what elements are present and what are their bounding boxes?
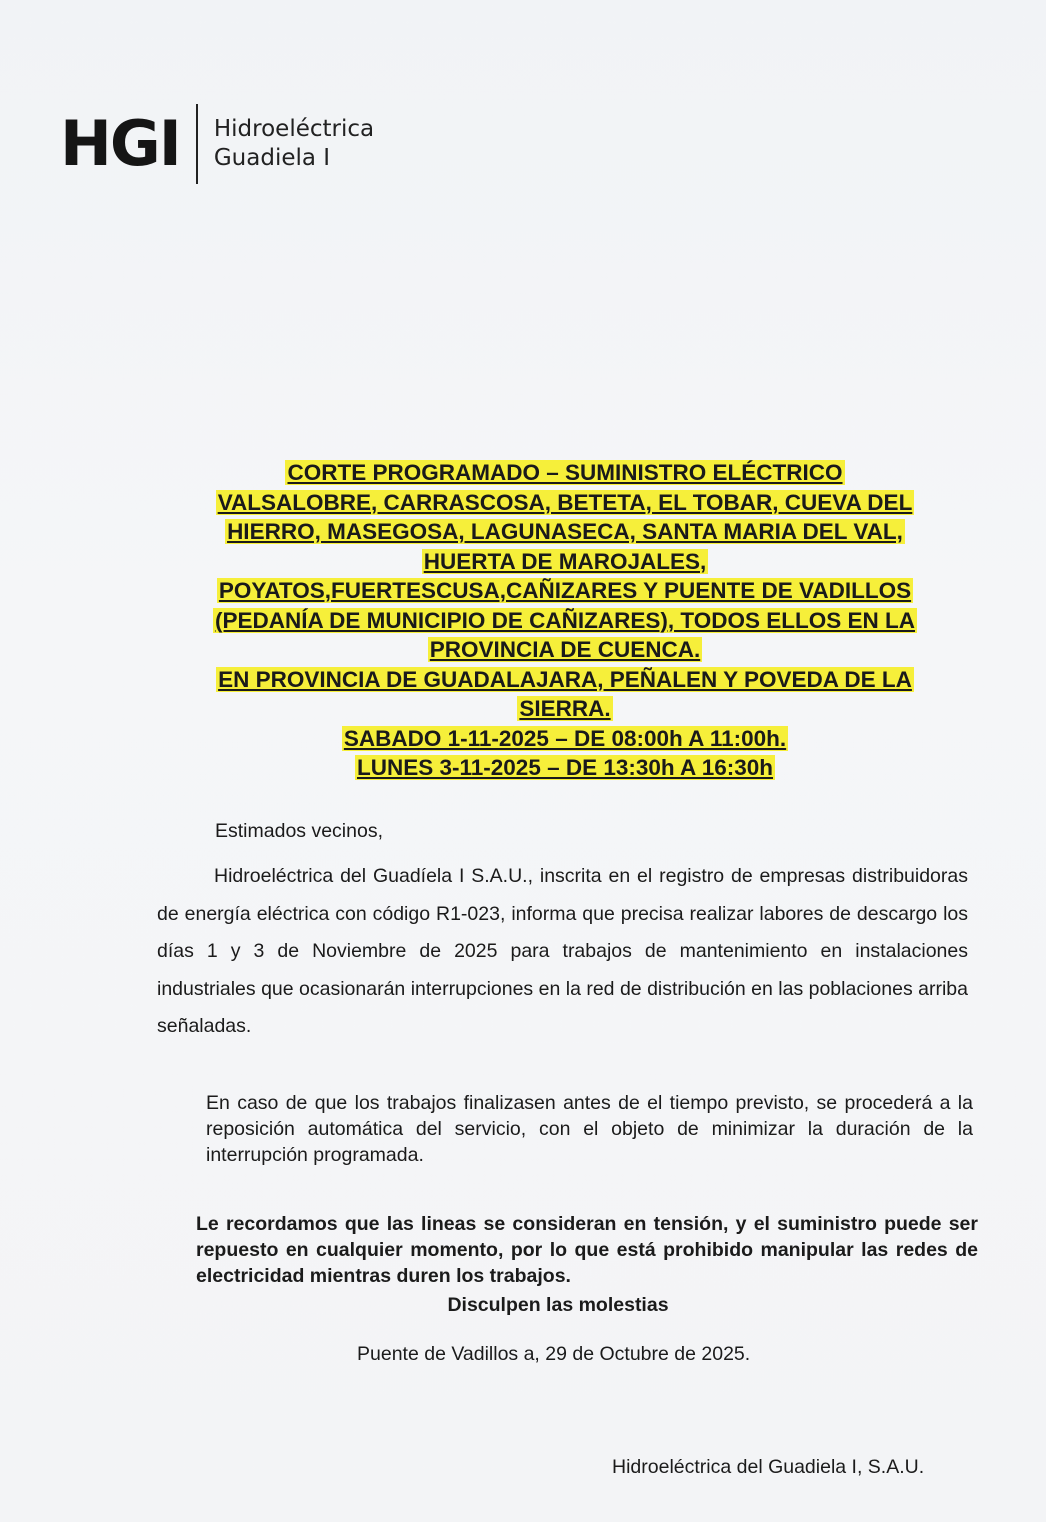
signature: Hidroeléctrica del Guadiela I, S.A.U. (612, 1456, 925, 1478)
company-logo (60, 104, 374, 184)
headline-line: EN PROVINCIA DE GUADALAJARA, PEÑALEN Y POVEDA DE LA (218, 666, 912, 692)
safety-warning: Le recordamos que las lineas se consideran en tensión, y el suministro puede ser repuesto en cualquier momento, por lo que está prohibido manipular las redes de electricidad mientras duren los trabajos. (196, 1213, 978, 1287)
greeting: Estimados vecinos, (215, 820, 383, 842)
outage-headline (150, 458, 980, 783)
headline-date-line: SABADO 1-11-2025 – DE 08:00h A 11:00h. (343, 725, 787, 751)
logo-name-line2: Guadiela I (213, 145, 331, 171)
restoration-paragraph: En caso de que los trabajos finalizasen antes de el tiempo previsto, se procederá a la reposición automática del servicio, con el objeto de minimizar la duración de la interrupción programada. (206, 1092, 973, 1166)
logo-company-name (214, 115, 374, 173)
headline-line: VALSALOBRE, CARRASCOSA, BETETA, EL TOBAR, CUEVA DEL (217, 489, 913, 515)
headline-date-line: LUNES 3-11-2025 – DE 13:30h A 16:30h (356, 755, 774, 780)
notice-paragraph: Hidroeléctrica del Guadíela I S.A.U., inscrita en el registro de empresas distribuidoras de energía eléctrica con código R1-023, informa que precisa realizar labores de descargo los días 1 y 3 de Noviembre de 2025 para trabajos de mantenimiento en instalaciones industriales que ocasionarán interrupciones en la red de distribución en las poblaciones arriba señaladas. (157, 865, 968, 1037)
place-date: Puente de Vadillos a, 29 de Octubre de 2025. (357, 1343, 751, 1365)
headline-line: POYATOS,FUERTESCUSA,CAÑIZARES Y PUENTE DE VADILLOS (218, 578, 912, 603)
logo-divider (196, 104, 198, 184)
headline-line: PROVINCIA DE CUENCA. (429, 637, 701, 662)
apology-line: Disculpen las molestias (447, 1294, 669, 1316)
headline-line: SIERRA. (519, 696, 611, 721)
headline-line: HUERTA DE MAROJALES, (423, 548, 707, 574)
headline-line: CORTE PROGRAMADO – SUMINISTRO ELÉCTRICO (287, 460, 843, 485)
headline-line: HIERRO, MASEGOSA, LAGUNASECA, SANTA MARIA DEL VAL, (227, 519, 903, 544)
logo-mark: HGI (60, 107, 180, 180)
headline-line: (PEDANÍA DE MUNICIPIO DE CAÑIZARES), TODOS ELLOS EN LA (214, 607, 916, 633)
logo-name-line1: Hidroeléctrica (213, 116, 375, 142)
